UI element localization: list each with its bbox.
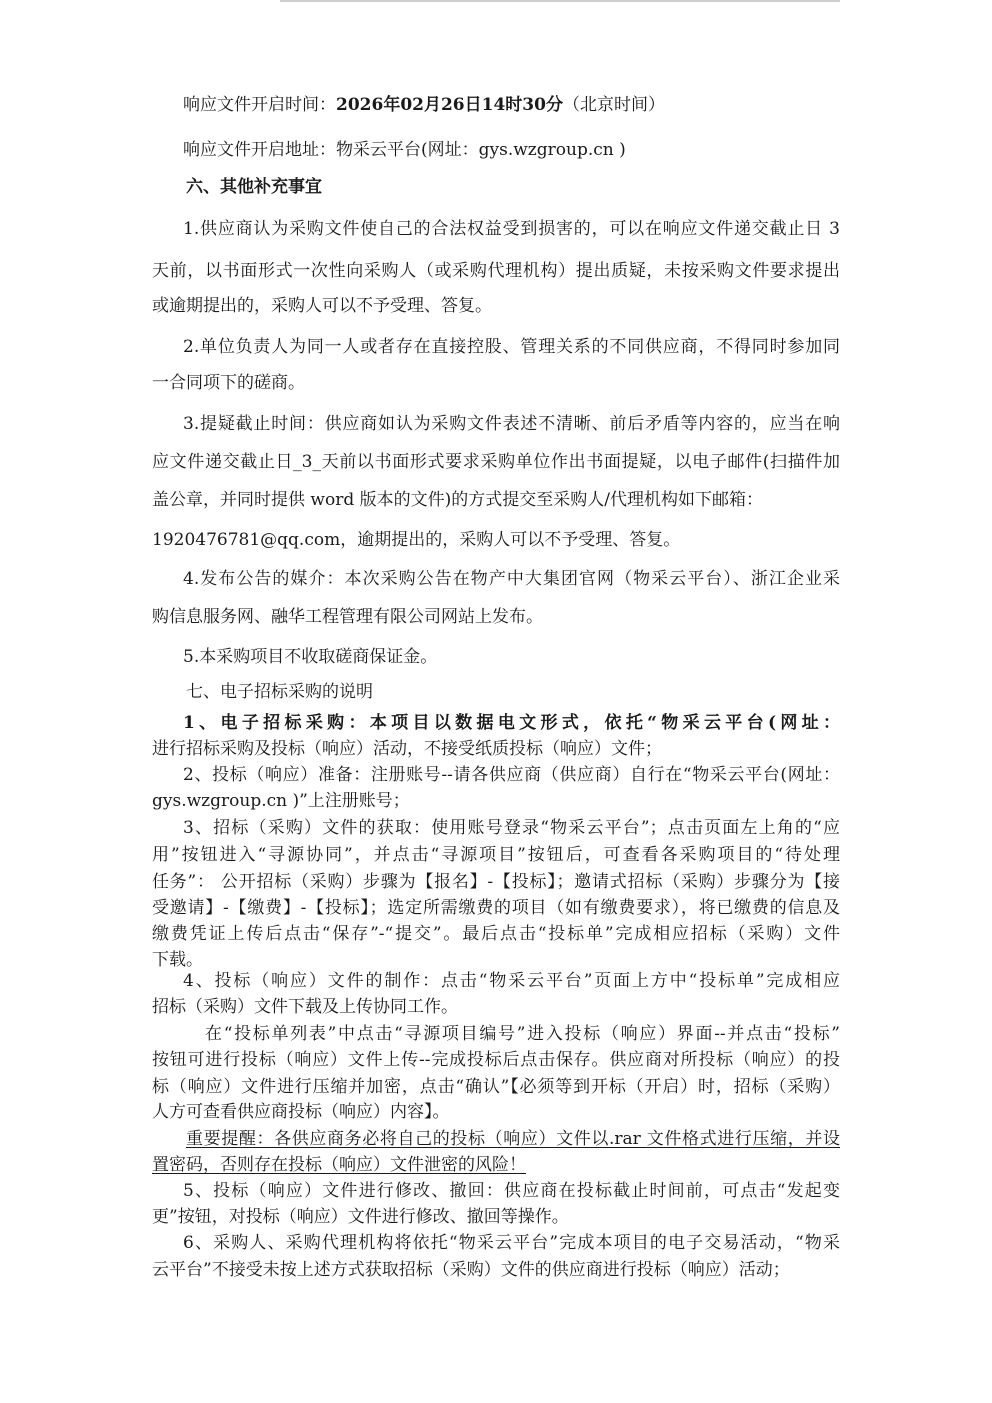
- page-top-edge: [280, 0, 840, 2]
- text-line: 用”按钮进入“寻源协同”，并点击“寻源项目”按钮后，可查看各采购项目的“待处理: [152, 845, 840, 865]
- text-line: 5.本采购项目不收取磋商保证金。: [183, 647, 438, 667]
- text-line: 天前，以书面形式一次性向采购人（或采购代理机构）提出质疑，未按采购文件要求提出: [152, 261, 840, 281]
- text-line: 按钮可进行投标（响应）文件上传--完成投标后点击保存。供应商对所投标（响应）的投: [152, 1050, 840, 1070]
- text-line: 人方可查看供应商投标（响应）内容】。: [152, 1102, 450, 1122]
- text-line: 更”按钮，对投标（响应）文件进行修改、撤回等操作。: [152, 1207, 569, 1227]
- text-line: 下载。: [152, 950, 203, 970]
- text-line: 4、投标（响应）文件的制作：点击“物采云平台”页面上方中“投标单”完成相应: [183, 971, 840, 991]
- important-notice-line: 置密码，否则存在投标（响应）文件泄密的风险！: [152, 1155, 526, 1175]
- text-line: 受邀请】-【缴费】-【投标】；选定所需缴费的项目（如有缴费要求），将已缴费的信息及: [152, 898, 840, 918]
- text-line: 1、电子招标采购：本项目以数据电文形式，依托“物采云平台(网址：: [183, 713, 840, 733]
- text-line: 缴费凭证上传后点击“保存”-“提交”。最后点击“投标单”完成相应招标（采购）文件: [152, 924, 840, 944]
- open-time-value: 2026年02月26日14时30分: [336, 95, 563, 115]
- text-line: 5、投标（响应）文件进行修改、撤回：供应商在投标截止时间前，可点击“发起变: [183, 1181, 840, 1201]
- text-line: 一合同项下的磋商。: [152, 373, 305, 393]
- text-line: 2、投标（响应）准备：注册账号--请各供应商（供应商）自行在“物采云平台(网址：: [183, 765, 840, 785]
- text-line: 6、采购人、采购代理机构将依托“物采云平台”完成本项目的电子交易活动，“物采: [183, 1233, 840, 1253]
- section-heading: 六、其他补充事宜: [186, 177, 322, 197]
- text-line: 进行招标采购及投标（响应）活动，不接受纸质投标（响应）文件；: [152, 739, 662, 759]
- open-time-suffix: （北京时间）: [562, 95, 665, 115]
- text-line: 4.发布公告的媒介：本次采购公告在物产中大集团官网（物采云平台）、浙江企业采: [183, 569, 840, 589]
- text-line: 1920476781@qq.com，逾期提出的，采购人可以不予受理、答复。: [152, 530, 681, 550]
- section-heading: 七、电子招标采购的说明: [186, 682, 373, 702]
- open-time-line: [183, 94, 665, 116]
- text-line: 云平台”不接受未按上述方式获取招标（采购）文件的供应商进行投标（响应）活动；: [152, 1260, 790, 1280]
- open-time-label: 响应文件开启时间：: [183, 95, 336, 115]
- text-line: 3.提疑截止时间：供应商如认为采购文件表述不清晰、前后矛盾等内容的，应当在响: [183, 414, 840, 434]
- text-line: 盖公章，并同时提供 word 版本的文件)的方式提交至采购人/代理机构如下邮箱：: [152, 490, 763, 510]
- text-line: 购信息服务网、融华工程管理有限公司网站上发布。: [152, 607, 543, 627]
- text-line: 招标（采购）文件下载及上传协同工作。: [152, 997, 458, 1017]
- text-line: 应文件递交截止日_3_天前以书面形式要求采购单位作出书面提疑，以电子邮件(扫描件加: [152, 452, 840, 472]
- text-line: 响应文件开启地址：物采云平台(网址：gys.wzgroup.cn ): [183, 140, 626, 160]
- text-line: 或逾期提出的，采购人可以不予受理、答复。: [152, 296, 492, 316]
- text-line: 任务”： 公开招标（采购）步骤为【报名】-【投标】；邀请式招标（采购）步骤分为【接: [152, 872, 840, 892]
- text-line: 在“投标单列表”中点击“寻源项目编号”进入投标（响应）界面--并点击“投标”: [205, 1024, 840, 1044]
- text-line: 1.供应商认为采购文件使自己的合法权益受到损害的，可以在响应文件递交截止日 3: [183, 219, 840, 239]
- text-line: gys.wzgroup.cn )”上注册账号；: [152, 791, 410, 811]
- text-line: 2.单位负责人为同一人或者存在直接控股、管理关系的不同供应商，不得同时参加同: [183, 337, 840, 357]
- text-line: 3、招标（采购）文件的获取：使用账号登录“物采云平台”；点击页面左上角的“应: [183, 818, 840, 838]
- important-notice-line: 重要提醒：各供应商务必将自己的投标（响应）文件以.rar 文件格式进行压缩，并设: [186, 1129, 840, 1149]
- text-line: 标（响应）文件进行压缩并加密，点击“确认”【必须等到开标（开启）时，招标（采购）: [152, 1077, 840, 1097]
